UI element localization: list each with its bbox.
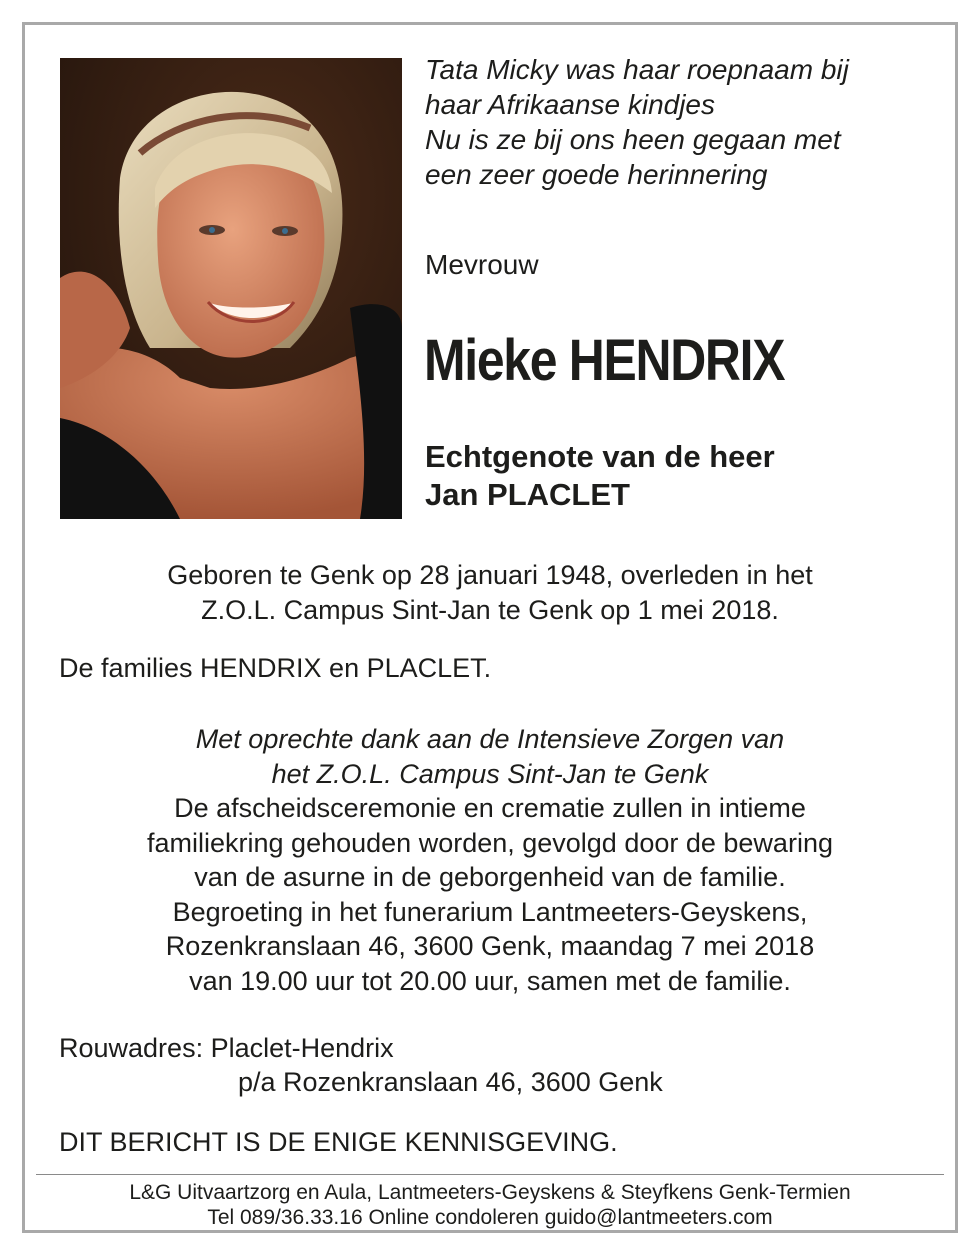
ceremony-line: Begroeting in het funerarium Lantmeeters-Geyskens, (172, 896, 808, 927)
birth-death-line-2: Z.O.L. Campus Sint-Jan te Genk op 1 mei 2018. (201, 594, 779, 625)
ceremony-line: familiekring gehouden worden, gevolgd door de bewaring (147, 827, 833, 858)
salutation: Mevrouw (425, 249, 539, 280)
footer-divider (36, 1174, 944, 1175)
mourning-address-street: p/a Rozenkranslaan 46, 3600 Genk (238, 1067, 663, 1097)
portrait-photo (60, 58, 402, 519)
poem-line: haar Afrikaanse kindjes (425, 89, 716, 120)
spouse-line-2: Jan PLACLET (425, 477, 630, 512)
mourning-address-label: Rouwadres: Placlet-Hendrix (59, 1033, 394, 1063)
families-line: De families HENDRIX en PLACLET. (59, 653, 492, 683)
ceremony-line: van de asurne in de geborgenheid van de familie. (194, 862, 786, 892)
deceased-name: Mieke HENDRIX (424, 328, 785, 393)
funeral-home-footer (40, 1180, 940, 1230)
birth-death-line-1: Geboren te Genk op 28 januari 1948, overleden in het (167, 560, 813, 590)
thanks-line: Met oprechte dank aan de Intensieve Zorgen van (195, 724, 785, 754)
ceremony-line: De afscheidsceremonie en crematie zullen in intieme (174, 793, 806, 823)
notice-line: DIT BERICHT IS DE ENIGE KENNISGEVING. (59, 1127, 618, 1157)
footer-line-1: L&G Uitvaartzorg en Aula, Lantmeeters-Geyskens & Steyfkens Genk-Termien (129, 1181, 851, 1204)
ceremony-line: van 19.00 uur tot 20.00 uur, samen met de familie. (189, 965, 791, 996)
poem-line: Tata Micky was haar roepnaam bij (425, 54, 849, 85)
ceremony-info (40, 722, 940, 998)
poem-line: Nu is ze bij ons heen gegaan met (425, 124, 841, 155)
spouse-info (425, 438, 775, 514)
poem-line: een zeer goede herinnering (425, 159, 768, 190)
birth-death-info (40, 558, 940, 627)
ceremony-line: Rozenkranslaan 46, 3600 Genk, maandag 7 mei 2018 (165, 931, 815, 961)
footer-line-2: Tel 089/36.33.16 Online condoleren guido@lantmeeters.com (207, 1206, 773, 1229)
memorial-poem (425, 52, 945, 192)
thanks-line: het Z.O.L. Campus Sint-Jan te Genk (271, 758, 709, 789)
spouse-line-1: Echtgenote van de heer (425, 439, 775, 474)
